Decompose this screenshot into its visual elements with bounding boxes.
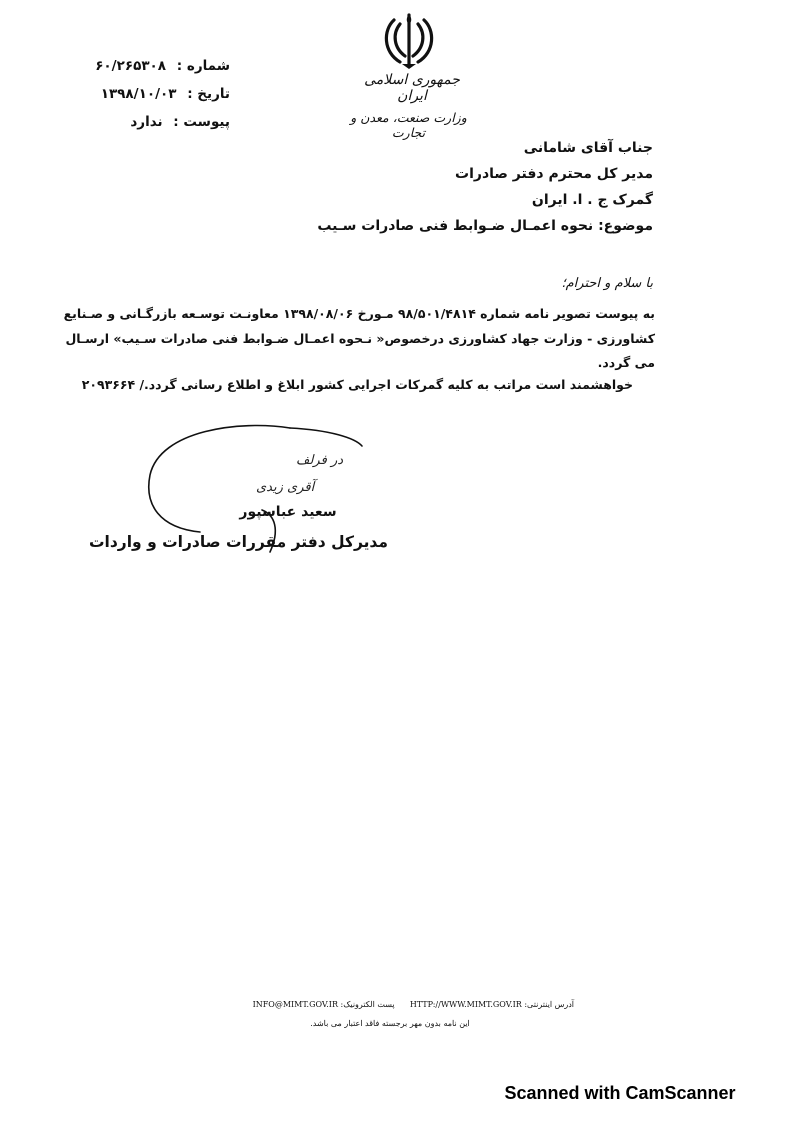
letter-attachment (80, 114, 230, 130)
handwritten-note-2: آقری زیدی (256, 480, 315, 495)
handwritten-note-1: در فرلف (296, 453, 344, 468)
letter-date-value: ۱۳۹۸/۱۰/۰۳ (100, 86, 177, 102)
country-name: جمهوری اسلامی ایران (364, 72, 460, 104)
letter-number (80, 58, 230, 74)
camscanner-watermark: Scanned with CamScanner (504, 1083, 736, 1103)
letter-date-label: تاریخ : (187, 86, 230, 102)
footer-email-value: INFO@MIMT.GOV.IR (252, 1000, 338, 1009)
recipient-title: مدیر کل محترم دفتر صادرات (455, 166, 653, 182)
footer-contact (218, 1000, 574, 1009)
signer-title: مدیرکل دفتر مقررات صادرات و واردات (88, 533, 388, 551)
letter-attachment-label: پیوست : (173, 114, 230, 130)
letter-number-label: شماره : (176, 58, 230, 74)
footer-web-value: HTTP://WWW.MIMT.GOV.IR (409, 1000, 522, 1009)
body-line-2: کشاورزی - وزارت جهاد کشاورزی درخصوص« نـحوه اعمـال ضـوابط فنی صادرات سـیب» ارسـال (65, 331, 655, 346)
subject-text: نحوه اعمـال ضـوابط فنی صادرات سـیب (317, 218, 594, 234)
recipient-organization: گمرک ج . ا. ایران (531, 192, 653, 208)
subject-label: موضوع: (598, 218, 653, 234)
letter-number-value: ۶۰/۲۶۵۳۰۸ (95, 58, 167, 74)
letter-date (80, 86, 230, 102)
subject-line (317, 218, 653, 234)
iran-emblem-icon (378, 12, 440, 70)
footer-email-label: پست الکترونیک: (340, 1000, 395, 1009)
ministry-name: وزارت صنعت، معدن و تجارت (350, 110, 467, 140)
footer-validity-note: این نامه بدون مهر برجسته فاقد اعتبار می باشد. (310, 1019, 470, 1028)
body-line-3: می گردد. (597, 355, 655, 370)
salutation: با سلام و احترام؛ (561, 276, 653, 291)
body-line-1: به پیوست تصویر نامه شماره ۹۸/۵۰۱/۴۸۱۴ مـورخ ۱۳۹۸/۰۸/۰۶ معاونـت توسـعه بازرگـانی و صـنایع (63, 306, 655, 321)
letter-attachment-value: ندارد (130, 114, 163, 130)
footer-web-label: آدرس اینترنتی: (524, 1000, 574, 1009)
body-line-4: خواهشمند است مراتب به کلیه گمرکات اجرایی کشور ابلاغ و اطلاع رسانی گردد./ ۲۰۹۳۶۶۴ (81, 377, 633, 392)
signer-name: سعید عباسپور (239, 504, 337, 520)
recipient-name: جناب آقای شامانی (523, 140, 653, 156)
